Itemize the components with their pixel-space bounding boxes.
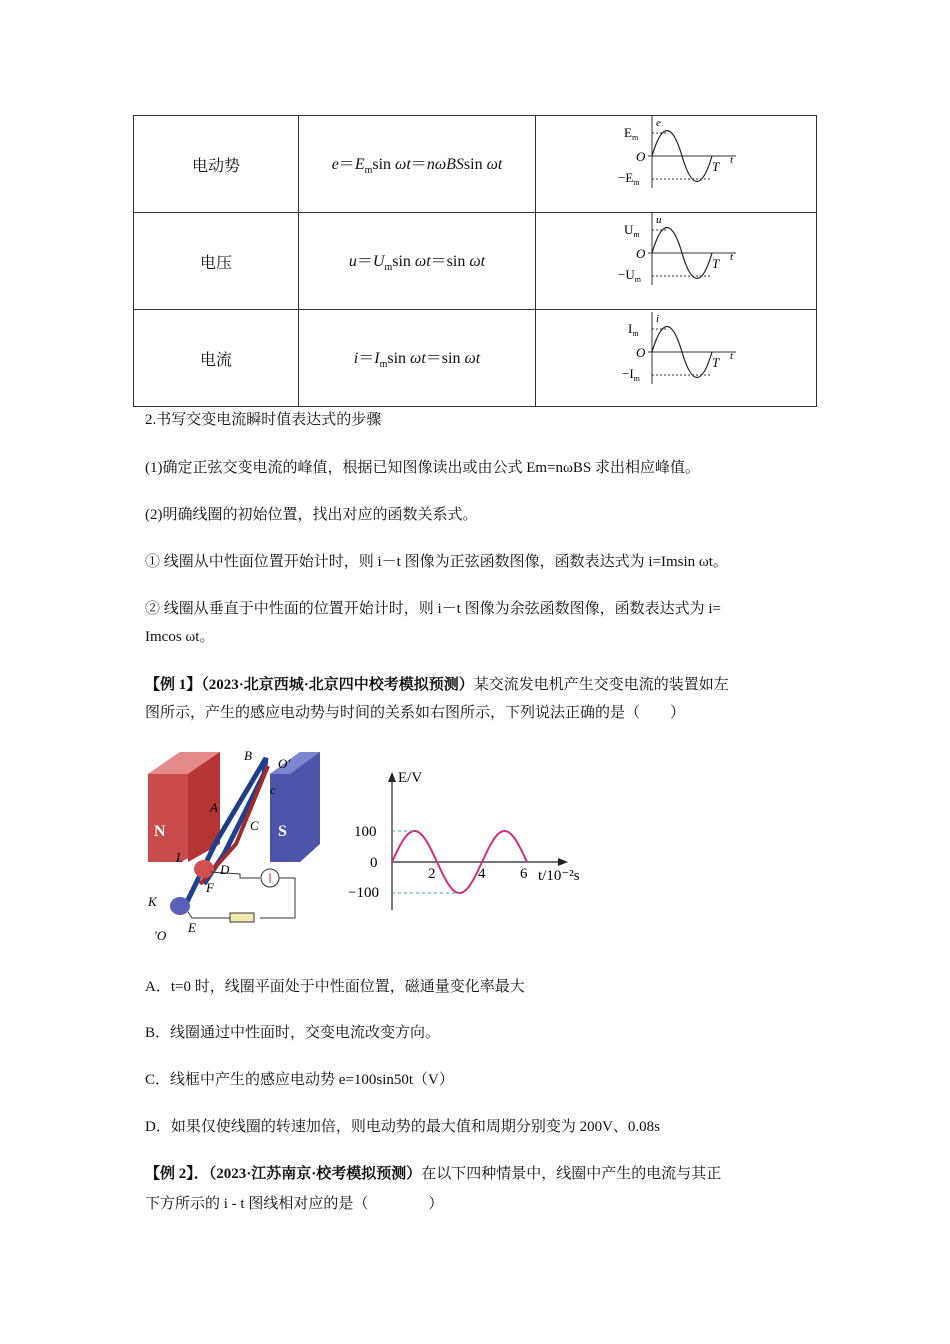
step-2: (2)明确线圈的初始位置，找出对应的函数关系式。 [145, 507, 478, 523]
example-text: 某交流发电机产生交变电流的装置如左 [473, 677, 729, 693]
table-row [134, 310, 817, 407]
svg-text:i: i [656, 313, 660, 325]
emf-sine-graph [618, 116, 738, 188]
svg-text:Im: $I_m$ [628, 321, 639, 338]
label-e: E [188, 920, 196, 935]
option-b: B．线圈通过中性面时，交变电流改变方向。 [145, 1025, 441, 1041]
example-source: （2023·北京西城·北京四中校考模拟预测） [201, 677, 474, 693]
table-row [134, 116, 817, 213]
label-k: K [148, 894, 157, 909]
svg-text:T: T [712, 159, 720, 174]
generator-illustration [140, 744, 320, 944]
formula-table [133, 115, 817, 407]
x-tick-6: 6 [520, 866, 528, 882]
y-axis-label: E/V [398, 770, 423, 786]
example-tag: 【例 1】 [145, 677, 202, 693]
svg-text:Em: $E_m$ [624, 125, 639, 142]
row-label: 电流 [134, 310, 299, 407]
svg-text:t: t [730, 154, 734, 166]
example-2-header [145, 1162, 815, 1186]
label-b: B [244, 748, 252, 763]
emf-time-chart [340, 768, 600, 918]
label-o-prime: O′ [278, 756, 291, 771]
label-f: F [206, 880, 214, 895]
svg-text:O: O [636, 149, 646, 164]
option-a: A．t=0 时，线圈平面处于中性面位置，磁通量变化率最大 [145, 979, 525, 995]
row-graph [536, 310, 817, 407]
svg-text:Um: $U_m$ [624, 222, 640, 239]
label-o: ′O [154, 928, 167, 943]
row-graph [536, 213, 817, 310]
svg-text:−Um: $-U_m$ [618, 267, 641, 284]
y-tick-0: 0 [370, 855, 378, 871]
table-row [134, 213, 817, 310]
svg-text:−Im: $-I_m$ [622, 366, 640, 383]
example-tag: 【例 2】． [145, 1166, 209, 1182]
svg-text:T: T [712, 256, 720, 271]
example-2-text: 下方所示的 i - t 图线相对应的是（ ） [145, 1196, 444, 1212]
label-l: L [176, 850, 184, 865]
option-d: D．如果仅使线圈的转速加倍，则电动势的最大值和周期分别变为 200V、0.08s [145, 1119, 661, 1135]
example-1-header [145, 673, 815, 697]
label-d: D [220, 862, 230, 877]
row-label: 电动势 [134, 116, 299, 213]
svg-text:t: t [730, 350, 734, 362]
x-axis-label: t/10⁻²s [538, 868, 580, 884]
row-label: 电压 [134, 213, 299, 310]
row-formula: $e=E_m\sin$ ωt＝nωBSsin ωt [299, 116, 536, 213]
y-tick-100: 100 [354, 824, 377, 840]
label-c-lower: c [270, 783, 276, 797]
row-formula: $i=I_m\sin$ ωt＝sin ωt [299, 310, 536, 407]
voltage-sine-graph [618, 213, 738, 285]
step-2-case-2-cont: Imcos ωt。 [145, 629, 215, 645]
svg-text:T: T [712, 355, 720, 370]
row-formula: $u=U_m\sin$ ωt＝sin ωt [299, 213, 536, 310]
magnet-n-label: N [154, 823, 166, 840]
example-source: （2023·江苏南京·校考模拟预测） [208, 1166, 422, 1182]
label-a: A [210, 800, 218, 815]
option-c: C．线框中产生的感应电动势 e=100sin50t（V） [145, 1072, 454, 1088]
step-2-case-2: ② 线圈从垂直于中性面的位置开始计时，则 i－t 图像为余弦函数图像，函数表达式为 i= [145, 601, 721, 617]
row-graph [536, 116, 817, 213]
axis-label: e [656, 117, 661, 129]
example-1-text: 图所示，产生的感应电动势与时间的关系如右图所示，下列说法正确的是（ ） [145, 705, 686, 721]
step-1: (1)确定正弦交变电流的峰值，根据已知图像读出或由公式 Em=nωBS 求出相应峰值。 [145, 460, 701, 476]
svg-text:t: t [730, 251, 734, 263]
current-sine-graph [618, 312, 738, 384]
svg-text:O: O [636, 345, 646, 360]
x-tick-4: 4 [478, 866, 486, 882]
label-c: C [250, 818, 259, 833]
svg-text:u: u [656, 214, 662, 226]
example-text: 在以下四种情景中，线圈中产生的电流与其正 [421, 1166, 722, 1182]
svg-text:−Em: $-E_m$ [618, 170, 640, 187]
x-tick-2: 2 [428, 866, 436, 882]
svg-text:O: O [636, 246, 646, 261]
section-heading: 2.书写交变电流瞬时值表达式的步骤 [145, 412, 382, 428]
magnet-s-label: S [278, 823, 287, 840]
y-tick-neg100: −100 [348, 885, 379, 901]
step-2-case-1: ① 线圈从中性面位置开始计时，则 i－t 图像为正弦函数图像，函数表达式为 i=Imsin ωt。 [145, 554, 728, 570]
